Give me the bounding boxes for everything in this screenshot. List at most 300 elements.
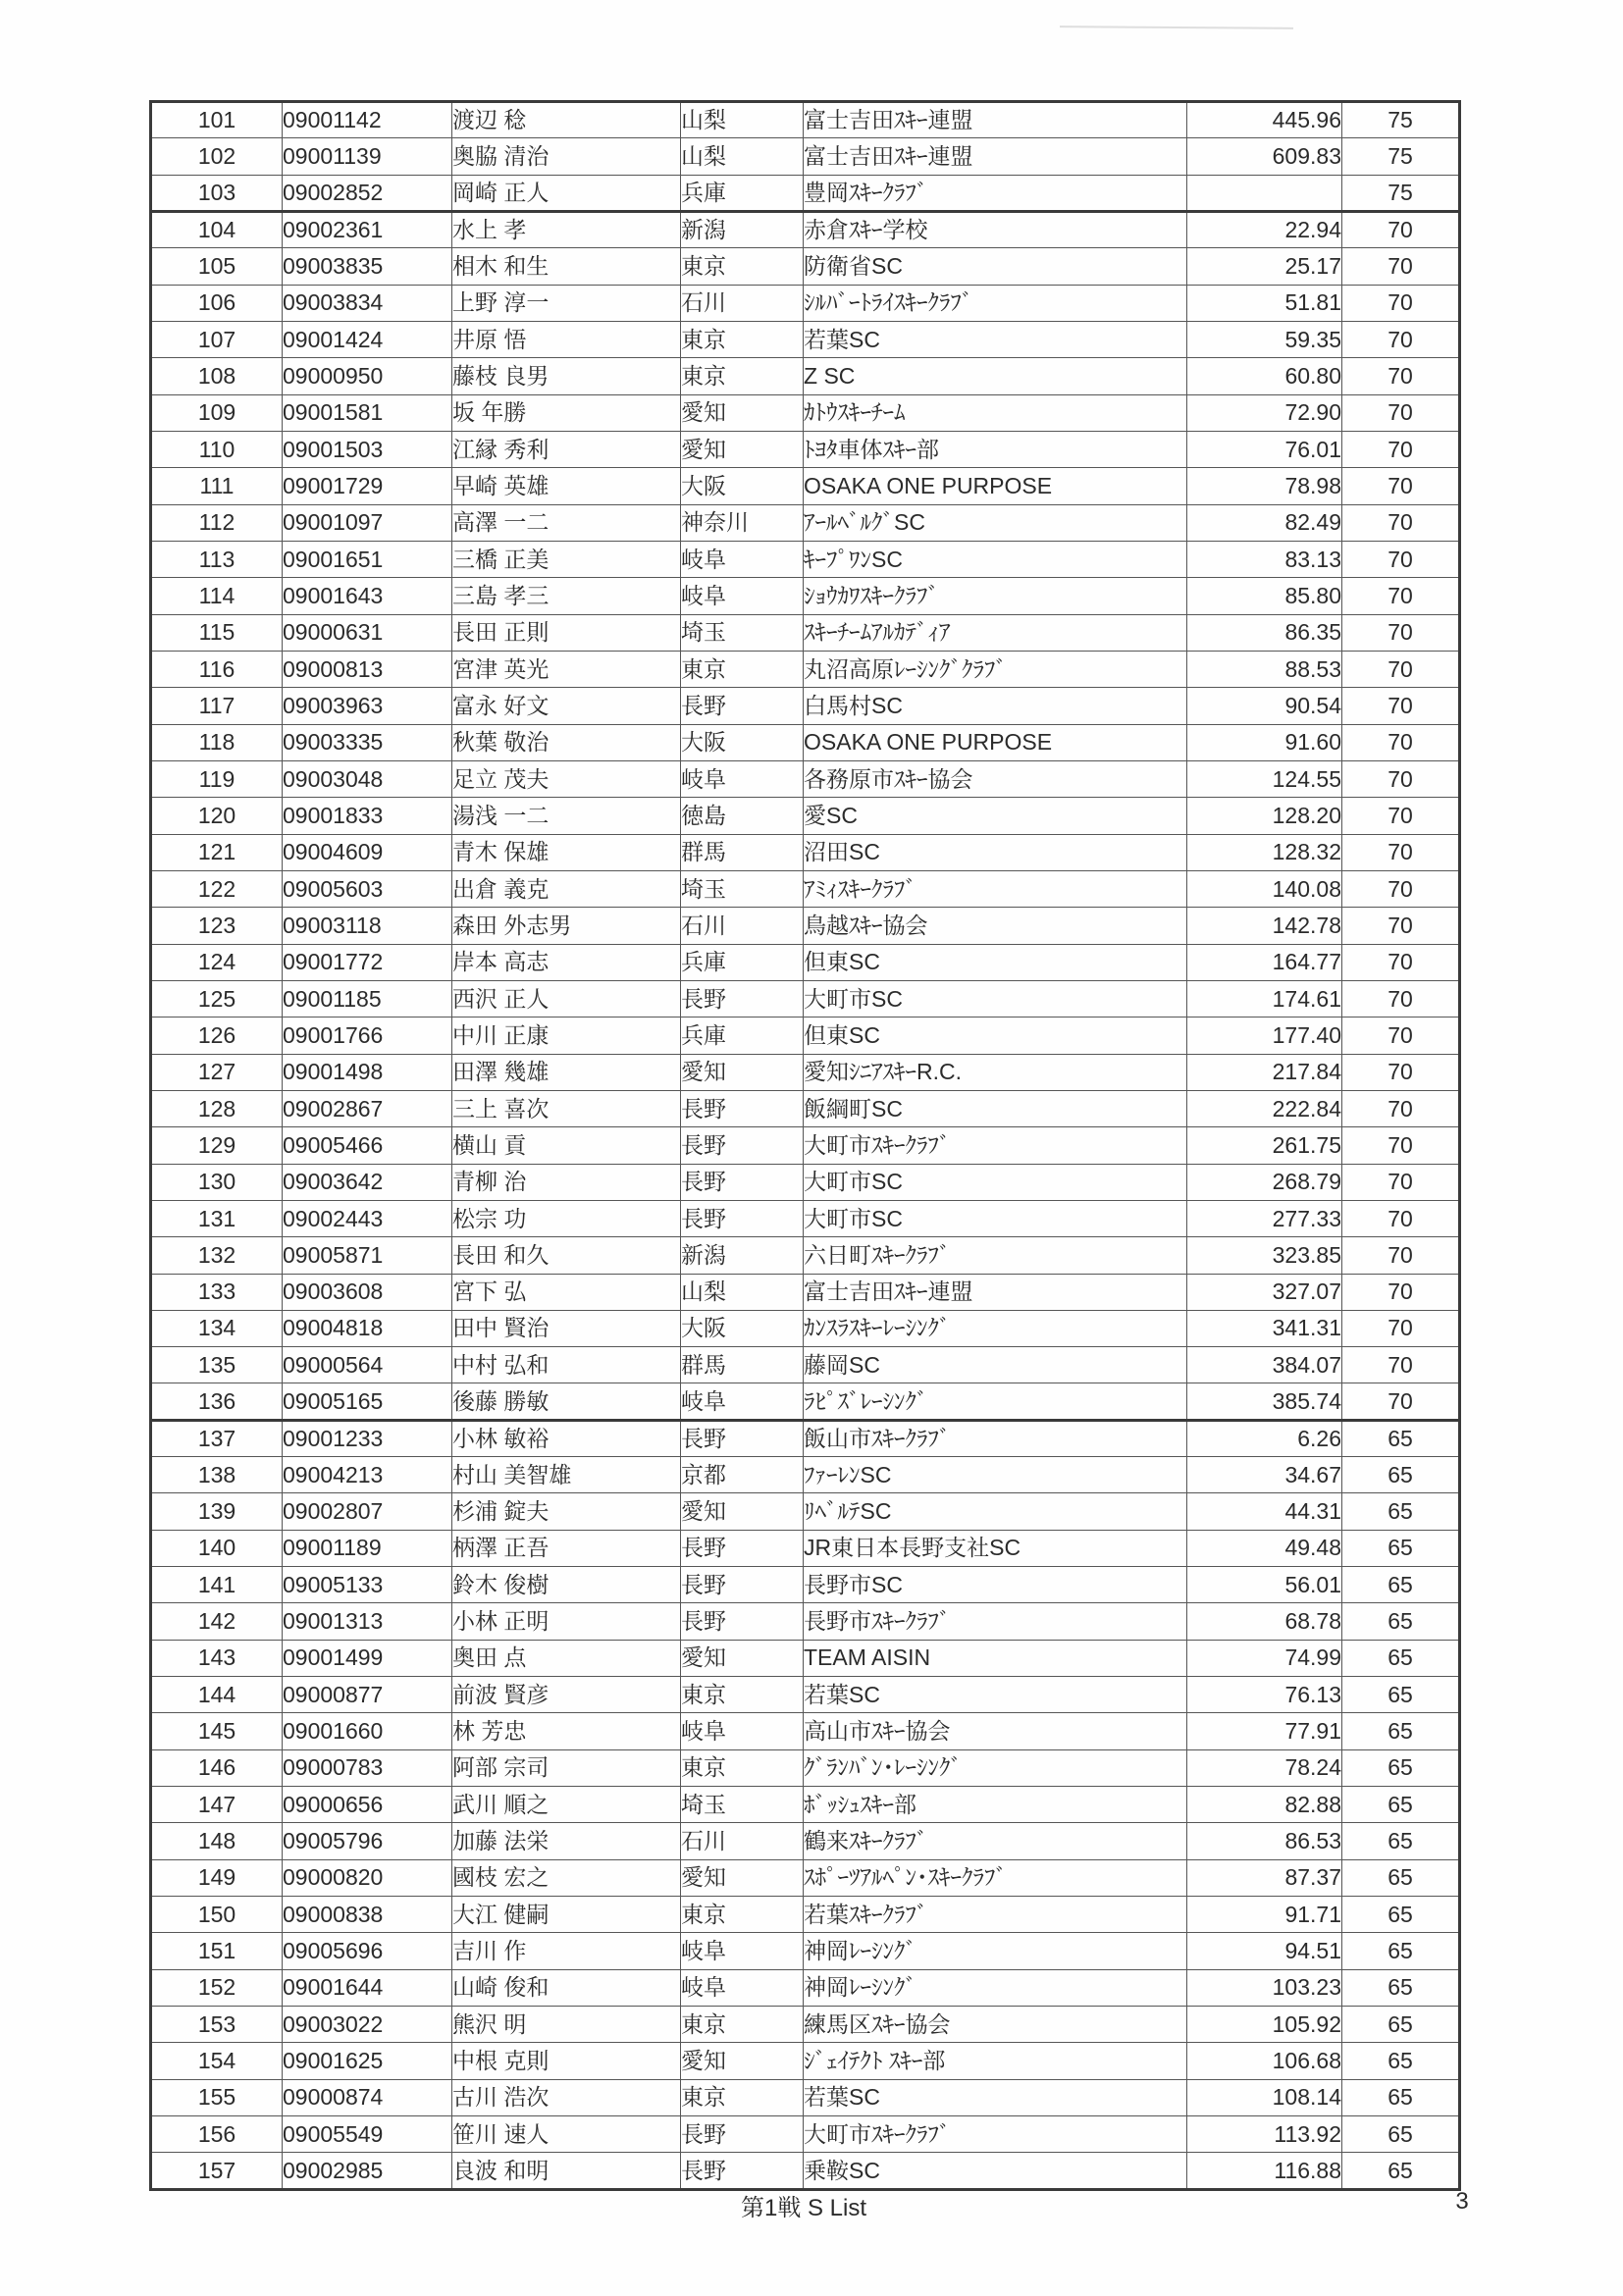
table-row <box>151 1933 1460 1969</box>
points-cell: 72.90 <box>1187 394 1342 431</box>
club-cell: ｸﾞﾗﾝﾊﾞﾝ･ﾚｰｼﾝｸﾞ <box>804 1749 1187 1786</box>
points-cell: 44.31 <box>1187 1493 1342 1530</box>
points-cell: 82.49 <box>1187 504 1342 541</box>
table-row <box>151 285 1460 321</box>
ranking-table-body <box>151 102 1460 2190</box>
club-cell: ｼﾞｪｲﾃｸﾄ ｽｷｰ部 <box>804 2043 1187 2079</box>
rank-cell: 137 <box>151 1420 283 1456</box>
class-points-cell: 75 <box>1342 138 1460 175</box>
id-cell: 09001189 <box>283 1530 452 1566</box>
club-cell: 富士吉田ｽｷｰ連盟 <box>804 138 1187 175</box>
points-cell: 87.37 <box>1187 1859 1342 1896</box>
points-cell: 177.40 <box>1187 1018 1342 1054</box>
rank-cell: 131 <box>151 1200 283 1236</box>
club-cell: 六日町ｽｷｰｸﾗﾌﾞ <box>804 1237 1187 1274</box>
prefecture-cell: 岐阜 <box>681 1713 804 1749</box>
class-points-cell: 70 <box>1342 1310 1460 1346</box>
prefecture-cell: 長野 <box>681 1164 804 1200</box>
table-row <box>151 1897 1460 1933</box>
prefecture-cell: 兵庫 <box>681 944 804 980</box>
name-cell: 横山 貢 <box>452 1127 681 1164</box>
id-cell: 09001313 <box>283 1603 452 1640</box>
table-row <box>151 614 1460 651</box>
points-cell: 261.75 <box>1187 1127 1342 1164</box>
rank-cell: 142 <box>151 1603 283 1640</box>
class-points-cell: 65 <box>1342 1677 1460 1713</box>
class-points-cell: 70 <box>1342 688 1460 724</box>
prefecture-cell: 神奈川 <box>681 504 804 541</box>
class-points-cell: 70 <box>1342 614 1460 651</box>
points-cell: 6.26 <box>1187 1420 1342 1456</box>
club-cell: ﾘﾍﾞﾙﾃSC <box>804 1493 1187 1530</box>
points-cell: 140.08 <box>1187 870 1342 907</box>
points-cell: 609.83 <box>1187 138 1342 175</box>
prefecture-cell: 東京 <box>681 2007 804 2043</box>
name-cell: 林 芳忠 <box>452 1713 681 1749</box>
name-cell: 加藤 法栄 <box>452 1823 681 1859</box>
points-cell: 78.98 <box>1187 468 1342 504</box>
club-cell: ｶﾝｽﾗｽｷｰﾚｰｼﾝｸﾞ <box>804 1310 1187 1346</box>
id-cell: 09005165 <box>283 1383 452 1420</box>
table-row <box>151 724 1460 760</box>
id-cell: 09001651 <box>283 541 452 577</box>
club-cell: 藤岡SC <box>804 1347 1187 1383</box>
rank-cell: 143 <box>151 1640 283 1676</box>
class-points-cell: 70 <box>1342 248 1460 285</box>
id-cell: 09000631 <box>283 614 452 651</box>
id-cell: 09000564 <box>283 1347 452 1383</box>
table-row <box>151 2116 1460 2153</box>
class-points-cell: 70 <box>1342 468 1460 504</box>
name-cell: 村山 美智雄 <box>452 1457 681 1493</box>
id-cell: 09000656 <box>283 1787 452 1823</box>
rank-cell: 144 <box>151 1677 283 1713</box>
points-cell: 385.74 <box>1187 1383 1342 1420</box>
club-cell: ｱﾐｨｽｷｰｸﾗﾌﾞ <box>804 870 1187 907</box>
class-points-cell: 70 <box>1342 651 1460 687</box>
name-cell: 青柳 治 <box>452 1164 681 1200</box>
class-points-cell: 65 <box>1342 2153 1460 2189</box>
table-row <box>151 1677 1460 1713</box>
club-cell: 愛知ｼﾆｱｽｷｰR.C. <box>804 1054 1187 1090</box>
club-cell: 若葉SC <box>804 1677 1187 1713</box>
class-points-cell: 65 <box>1342 1713 1460 1749</box>
table-row <box>151 1127 1460 1164</box>
class-points-cell: 70 <box>1342 760 1460 797</box>
id-cell: 09003963 <box>283 688 452 724</box>
table-row <box>151 394 1460 431</box>
club-cell: ｶﾄｳｽｷｰﾁｰﾑ <box>804 394 1187 431</box>
table-row <box>151 2079 1460 2115</box>
rank-cell: 135 <box>151 1347 283 1383</box>
id-cell: 09001139 <box>283 138 452 175</box>
club-cell: 大町市ｽｷｰｸﾗﾌﾞ <box>804 2116 1187 2153</box>
class-points-cell: 70 <box>1342 1090 1460 1126</box>
table-row <box>151 431 1460 467</box>
id-cell: 09003335 <box>283 724 452 760</box>
id-cell: 09001097 <box>283 504 452 541</box>
name-cell: 相木 和生 <box>452 248 681 285</box>
points-cell: 77.91 <box>1187 1713 1342 1749</box>
points-cell: 88.53 <box>1187 651 1342 687</box>
class-points-cell: 70 <box>1342 944 1460 980</box>
club-cell: 若葉SC <box>804 321 1187 357</box>
table-row <box>151 321 1460 357</box>
rank-cell: 147 <box>151 1787 283 1823</box>
rank-cell: 120 <box>151 798 283 834</box>
name-cell: 柄澤 正吾 <box>452 1530 681 1566</box>
table-row <box>151 1859 1460 1896</box>
rank-cell: 150 <box>151 1897 283 1933</box>
rank-cell: 130 <box>151 1164 283 1200</box>
name-cell: 古川 浩次 <box>452 2079 681 2115</box>
class-points-cell: 65 <box>1342 1969 1460 2006</box>
name-cell: 坂 年勝 <box>452 394 681 431</box>
club-cell: ｽｷｰﾁｰﾑｱﾙｶﾃﾞｨｱ <box>804 614 1187 651</box>
table-row <box>151 908 1460 944</box>
points-cell: 116.88 <box>1187 2153 1342 2189</box>
name-cell: 三島 孝三 <box>452 578 681 614</box>
club-cell: 愛SC <box>804 798 1187 834</box>
table-row <box>151 102 1460 138</box>
points-cell: 25.17 <box>1187 248 1342 285</box>
id-cell: 09002361 <box>283 211 452 247</box>
name-cell: 三橋 正美 <box>452 541 681 577</box>
class-points-cell: 70 <box>1342 1237 1460 1274</box>
table-row <box>151 1603 1460 1640</box>
name-cell: 阿部 宗司 <box>452 1749 681 1786</box>
name-cell: 前波 賢彦 <box>452 1677 681 1713</box>
prefecture-cell: 愛知 <box>681 1859 804 1896</box>
rank-cell: 107 <box>151 321 283 357</box>
name-cell: 鈴木 俊樹 <box>452 1567 681 1603</box>
id-cell: 09001625 <box>283 2043 452 2079</box>
name-cell: 青木 保雄 <box>452 834 681 870</box>
points-cell: 327.07 <box>1187 1274 1342 1310</box>
club-cell: 防衛省SC <box>804 248 1187 285</box>
name-cell: 小林 正明 <box>452 1603 681 1640</box>
class-points-cell: 75 <box>1342 175 1460 211</box>
rank-cell: 140 <box>151 1530 283 1566</box>
club-cell: OSAKA ONE PURPOSE <box>804 724 1187 760</box>
name-cell: 山崎 俊和 <box>452 1969 681 2006</box>
id-cell: 09002807 <box>283 1493 452 1530</box>
prefecture-cell: 岐阜 <box>681 760 804 797</box>
name-cell: 長田 正則 <box>452 614 681 651</box>
points-cell: 86.53 <box>1187 1823 1342 1859</box>
id-cell: 09001185 <box>283 980 452 1017</box>
points-cell: 34.67 <box>1187 1457 1342 1493</box>
prefecture-cell: 東京 <box>681 321 804 357</box>
prefecture-cell: 愛知 <box>681 2043 804 2079</box>
points-cell: 90.54 <box>1187 688 1342 724</box>
name-cell: 後藤 勝敏 <box>452 1383 681 1420</box>
id-cell: 09003048 <box>283 760 452 797</box>
id-cell: 09001772 <box>283 944 452 980</box>
prefecture-cell: 愛知 <box>681 431 804 467</box>
name-cell: 江縁 秀利 <box>452 431 681 467</box>
rank-cell: 126 <box>151 1018 283 1054</box>
points-cell: 76.13 <box>1187 1677 1342 1713</box>
club-cell: ﾄﾖﾀ車体ｽｷｰ部 <box>804 431 1187 467</box>
class-points-cell: 70 <box>1342 321 1460 357</box>
id-cell: 09000838 <box>283 1897 452 1933</box>
rank-cell: 146 <box>151 1749 283 1786</box>
club-cell: 神岡ﾚｰｼﾝｸﾞ <box>804 1933 1187 1969</box>
points-cell: 56.01 <box>1187 1567 1342 1603</box>
class-points-cell: 65 <box>1342 2007 1460 2043</box>
id-cell: 09001233 <box>283 1420 452 1456</box>
rank-cell: 121 <box>151 834 283 870</box>
points-cell: 86.35 <box>1187 614 1342 651</box>
rank-cell: 108 <box>151 358 283 394</box>
points-cell: 108.14 <box>1187 2079 1342 2115</box>
points-cell: 85.80 <box>1187 578 1342 614</box>
class-points-cell: 70 <box>1342 1164 1460 1200</box>
table-row <box>151 1493 1460 1530</box>
name-cell: 三上 喜次 <box>452 1090 681 1126</box>
table-row <box>151 651 1460 687</box>
points-cell: 268.79 <box>1187 1164 1342 1200</box>
prefecture-cell: 長野 <box>681 1420 804 1456</box>
name-cell: 松宗 功 <box>452 1200 681 1236</box>
points-cell: 174.61 <box>1187 980 1342 1017</box>
name-cell: 大江 健嗣 <box>452 1897 681 1933</box>
points-cell: 74.99 <box>1187 1640 1342 1676</box>
rank-cell: 151 <box>151 1933 283 1969</box>
name-cell: 小林 敏裕 <box>452 1420 681 1456</box>
rank-cell: 117 <box>151 688 283 724</box>
club-cell: 赤倉ｽｷｰ学校 <box>804 211 1187 247</box>
class-points-cell: 65 <box>1342 1457 1460 1493</box>
points-cell: 106.68 <box>1187 2043 1342 2079</box>
id-cell: 09002985 <box>283 2153 452 2189</box>
id-cell: 09001644 <box>283 1969 452 2006</box>
prefecture-cell: 長野 <box>681 2116 804 2153</box>
class-points-cell: 70 <box>1342 980 1460 1017</box>
club-cell: 大町市ｽｷｰｸﾗﾌﾞ <box>804 1127 1187 1164</box>
club-cell: 若葉ｽｷｰｸﾗﾌﾞ <box>804 1897 1187 1933</box>
points-cell: 124.55 <box>1187 760 1342 797</box>
points-cell: 341.31 <box>1187 1310 1342 1346</box>
table-row <box>151 1274 1460 1310</box>
points-cell: 384.07 <box>1187 1347 1342 1383</box>
id-cell: 09001499 <box>283 1640 452 1676</box>
table-row <box>151 944 1460 980</box>
id-cell: 09005549 <box>283 2116 452 2153</box>
rank-cell: 133 <box>151 1274 283 1310</box>
table-row <box>151 1823 1460 1859</box>
prefecture-cell: 徳島 <box>681 798 804 834</box>
table-row <box>151 578 1460 614</box>
name-cell: 高澤 一二 <box>452 504 681 541</box>
rank-cell: 141 <box>151 1567 283 1603</box>
rank-cell: 148 <box>151 1823 283 1859</box>
club-cell: 豊岡ｽｷｰｸﾗﾌﾞ <box>804 175 1187 211</box>
table-row <box>151 1383 1460 1420</box>
points-cell: 105.92 <box>1187 2007 1342 2043</box>
rank-cell: 128 <box>151 1090 283 1126</box>
points-cell <box>1187 175 1342 211</box>
prefecture-cell: 長野 <box>681 1127 804 1164</box>
rank-cell: 149 <box>151 1859 283 1896</box>
club-cell: 練馬区ｽｷｰ協会 <box>804 2007 1187 2043</box>
rank-cell: 114 <box>151 578 283 614</box>
table-row <box>151 1200 1460 1236</box>
name-cell: 上野 淳一 <box>452 285 681 321</box>
table-row <box>151 248 1460 285</box>
rank-cell: 122 <box>151 870 283 907</box>
prefecture-cell: 愛知 <box>681 1054 804 1090</box>
table-row <box>151 870 1460 907</box>
prefecture-cell: 新潟 <box>681 1237 804 1274</box>
points-cell: 59.35 <box>1187 321 1342 357</box>
rank-cell: 113 <box>151 541 283 577</box>
id-cell: 09001660 <box>283 1713 452 1749</box>
points-cell: 128.32 <box>1187 834 1342 870</box>
id-cell: 09002443 <box>283 1200 452 1236</box>
class-points-cell: 70 <box>1342 394 1460 431</box>
class-points-cell: 70 <box>1342 285 1460 321</box>
name-cell: 西沢 正人 <box>452 980 681 1017</box>
rank-cell: 153 <box>151 2007 283 2043</box>
name-cell: 武川 順之 <box>452 1787 681 1823</box>
name-cell: 笹川 速人 <box>452 2116 681 2153</box>
prefecture-cell: 山梨 <box>681 1274 804 1310</box>
club-cell: 大町市SC <box>804 1164 1187 1200</box>
id-cell: 09002867 <box>283 1090 452 1126</box>
prefecture-cell: 長野 <box>681 980 804 1017</box>
prefecture-cell: 長野 <box>681 1090 804 1126</box>
name-cell: 長田 和久 <box>452 1237 681 1274</box>
table-row <box>151 2043 1460 2079</box>
class-points-cell: 70 <box>1342 1054 1460 1090</box>
class-points-cell: 65 <box>1342 1420 1460 1456</box>
club-cell: 大町市SC <box>804 1200 1187 1236</box>
id-cell: 09000877 <box>283 1677 452 1713</box>
rank-cell: 132 <box>151 1237 283 1274</box>
rank-cell: 101 <box>151 102 283 138</box>
prefecture-cell: 東京 <box>681 248 804 285</box>
points-cell: 277.33 <box>1187 1200 1342 1236</box>
name-cell: 岡崎 正人 <box>452 175 681 211</box>
name-cell: 岸本 高志 <box>452 944 681 980</box>
club-cell: 但東SC <box>804 1018 1187 1054</box>
rank-cell: 103 <box>151 175 283 211</box>
class-points-cell: 65 <box>1342 1823 1460 1859</box>
prefecture-cell: 埼玉 <box>681 870 804 907</box>
id-cell: 09003835 <box>283 248 452 285</box>
name-cell: 國枝 宏之 <box>452 1859 681 1896</box>
name-cell: 宮津 英光 <box>452 651 681 687</box>
table-row <box>151 760 1460 797</box>
club-cell: TEAM AISIN <box>804 1640 1187 1676</box>
points-cell: 113.92 <box>1187 2116 1342 2153</box>
prefecture-cell: 長野 <box>681 1200 804 1236</box>
club-cell: 白馬村SC <box>804 688 1187 724</box>
name-cell: 中川 正康 <box>452 1018 681 1054</box>
name-cell: 良波 和明 <box>452 2153 681 2189</box>
name-cell: 水上 孝 <box>452 211 681 247</box>
prefecture-cell: 東京 <box>681 1897 804 1933</box>
club-cell: 若葉SC <box>804 2079 1187 2115</box>
prefecture-cell: 岐阜 <box>681 1933 804 1969</box>
prefecture-cell: 長野 <box>681 688 804 724</box>
prefecture-cell: 長野 <box>681 1530 804 1566</box>
class-points-cell: 65 <box>1342 1530 1460 1566</box>
rank-cell: 157 <box>151 2153 283 2189</box>
name-cell: 森田 外志男 <box>452 908 681 944</box>
footer-title: 第1戦 S List <box>740 2195 867 2221</box>
club-cell: Z SC <box>804 358 1187 394</box>
class-points-cell: 65 <box>1342 1859 1460 1896</box>
club-cell: 各務原市ｽｷｰ協会 <box>804 760 1187 797</box>
name-cell: 吉川 作 <box>452 1933 681 1969</box>
table-row <box>151 798 1460 834</box>
prefecture-cell: 岐阜 <box>681 1969 804 2006</box>
prefecture-cell: 大阪 <box>681 468 804 504</box>
prefecture-cell: 群馬 <box>681 1347 804 1383</box>
rank-cell: 102 <box>151 138 283 175</box>
class-points-cell: 70 <box>1342 1127 1460 1164</box>
club-cell: ｼﾙﾊﾞｰﾄﾗｲｽｷｰｸﾗﾌﾞ <box>804 285 1187 321</box>
class-points-cell: 65 <box>1342 1567 1460 1603</box>
class-points-cell: 65 <box>1342 1897 1460 1933</box>
table-row <box>151 138 1460 175</box>
class-points-cell: 70 <box>1342 724 1460 760</box>
club-cell: 長野市ｽｷｰｸﾗﾌﾞ <box>804 1603 1187 1640</box>
points-cell: 76.01 <box>1187 431 1342 467</box>
points-cell: 94.51 <box>1187 1933 1342 1969</box>
name-cell: 藤枝 良男 <box>452 358 681 394</box>
class-points-cell: 65 <box>1342 1787 1460 1823</box>
name-cell: 田中 賢治 <box>452 1310 681 1346</box>
club-cell: 飯綱町SC <box>804 1090 1187 1126</box>
table-row <box>151 2007 1460 2043</box>
class-points-cell: 70 <box>1342 908 1460 944</box>
rank-cell: 152 <box>151 1969 283 2006</box>
name-cell: 熊沢 明 <box>452 2007 681 2043</box>
points-cell: 164.77 <box>1187 944 1342 980</box>
table-row <box>151 1787 1460 1823</box>
club-cell: ｽﾎﾟｰﾂｱﾙﾍﾟﾝ･ｽｷｰｸﾗﾌﾞ <box>804 1859 1187 1896</box>
prefecture-cell: 兵庫 <box>681 1018 804 1054</box>
rank-cell: 111 <box>151 468 283 504</box>
table-row <box>151 1640 1460 1676</box>
class-points-cell: 65 <box>1342 1933 1460 1969</box>
rank-cell: 124 <box>151 944 283 980</box>
name-cell: 秋葉 敬治 <box>452 724 681 760</box>
rank-cell: 154 <box>151 2043 283 2079</box>
table-row <box>151 1090 1460 1126</box>
club-cell: 丸沼高原ﾚｰｼﾝｸﾞｸﾗﾌﾞ <box>804 651 1187 687</box>
rank-cell: 145 <box>151 1713 283 1749</box>
scan-artifact-line <box>1060 26 1293 29</box>
points-cell: 91.60 <box>1187 724 1342 760</box>
id-cell: 09001766 <box>283 1018 452 1054</box>
prefecture-cell: 群馬 <box>681 834 804 870</box>
class-points-cell: 65 <box>1342 1640 1460 1676</box>
class-points-cell: 70 <box>1342 1018 1460 1054</box>
id-cell: 09005696 <box>283 1933 452 1969</box>
points-cell: 68.78 <box>1187 1603 1342 1640</box>
club-cell: 鶴来ｽｷｰｸﾗﾌﾞ <box>804 1823 1187 1859</box>
prefecture-cell: 岐阜 <box>681 1383 804 1420</box>
name-cell: 湯浅 一二 <box>452 798 681 834</box>
name-cell: 奥脇 清治 <box>452 138 681 175</box>
id-cell: 09000783 <box>283 1749 452 1786</box>
table-row <box>151 358 1460 394</box>
